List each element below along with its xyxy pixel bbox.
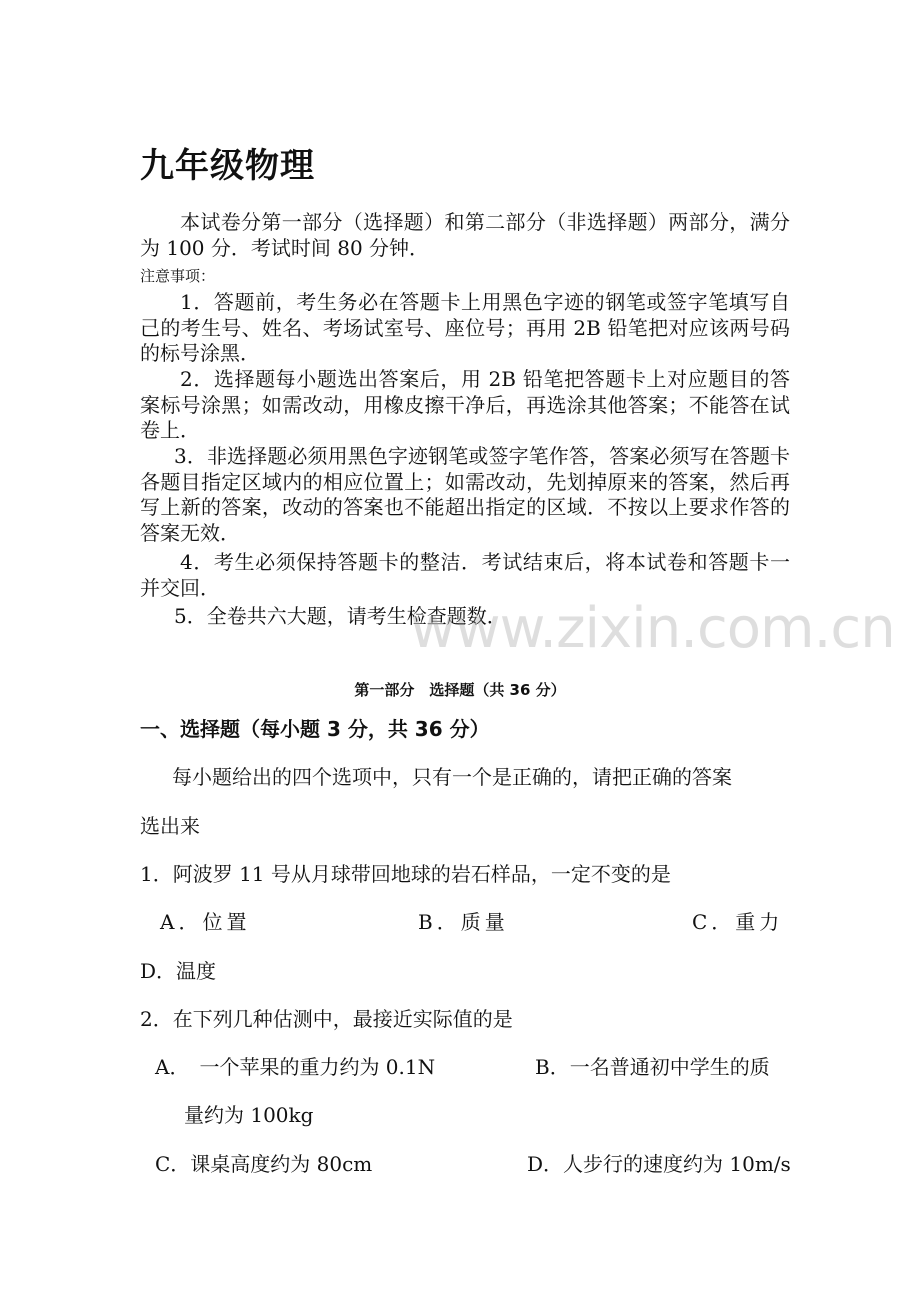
question-1-option-d: D．温度 [140,959,217,983]
exam-title: 九年级物理 [140,146,315,186]
question-1-option-c: C．重力 [692,910,784,934]
question-2-option-a: A． 一个苹果的重力约为 0.1N [155,1055,436,1079]
notice-item-4: 4．考生必须保持答题卡的整洁．考试结束后，将本试卷和答题卡一并交回． [140,550,790,600]
notice-item-2: 2．选择题每小题选出答案后，用 2B 铅笔把答题卡上对应题目的答案标号涂黑；如需改动，用橡皮擦干净后，再选涂其他答案；不能答在试卷上． [140,367,790,442]
question-2-option-b-continued: 量约为 100kg [184,1103,314,1127]
notice-item-3: 3．非选择题必须用黑色字迹钢笔或签字笔作答，答案必须写在答题卡各题目指定区域内的相应位置上；如需改动，先划掉原来的答案，然后再写上新的答案，改动的答案也不能超出指定的区域．不按以上要求作答的答案无效． [140,444,790,545]
question-2-option-d: D．人步行的速度约为 10m/s [527,1152,791,1176]
question-2-option-b: B．一名普通初中学生的质 [535,1055,770,1079]
notice-item-1: 1．答题前，考生务必在答题卡上用黑色字迹的钢笔或签字笔填写自己的考生号、姓名、考场试室号、座位号；再用 2B 铅笔把对应该两号码的标号涂黑． [140,290,790,365]
question-1-option-a: A．位置 [160,910,251,934]
question-1-option-b: B．质量 [418,910,509,934]
section1-heading: 一、选择题（每小题 3 分，共 36 分） [140,717,490,741]
intro-paragraph: 本试卷分第一部分（选择题）和第二部分（非选择题）两部分，满分为 100 分．考试时间 80 分钟． [140,210,790,260]
part1-heading: 第一部分 选择题（共 36 分） [354,681,566,699]
section1-instruction-line2: 选出来 [140,814,200,838]
question-2-stem: 2．在下列几种估测中，最接近实际值的是 [140,1007,513,1031]
notice-item-5: 5．全卷共六大题，请考生检查题数． [174,604,507,628]
section1-instruction-line1: 每小题给出的四个选项中，只有一个是正确的，请把正确的答案 [172,765,732,789]
question-2-option-c: C．课桌高度约为 80cm [155,1152,373,1176]
notice-label: 注意事项： [140,267,216,285]
watermark: www.zixin.com.cn [410,596,895,661]
question-1-stem: 1．阿波罗 11 号从月球带回地球的岩石样品，一定不变的是 [140,862,671,886]
